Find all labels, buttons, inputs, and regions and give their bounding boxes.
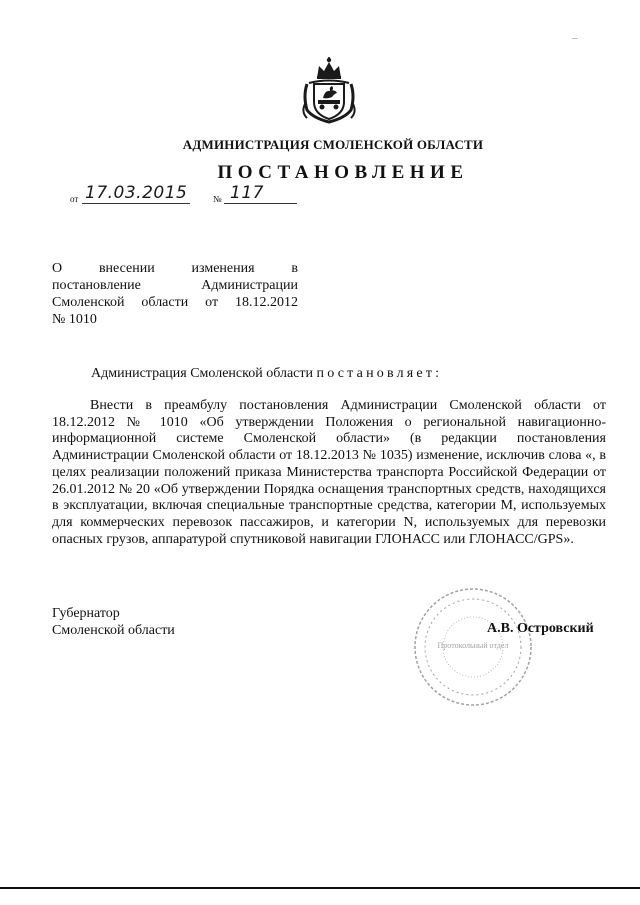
resolution-verb: постановляет: xyxy=(316,366,443,381)
document-subject xyxy=(52,260,298,328)
handwritten-number: 117 xyxy=(230,183,264,203)
number-underline xyxy=(224,203,297,204)
resolution-line xyxy=(91,365,442,382)
subject-line: О внесении изменения в xyxy=(52,261,298,276)
number-label: № xyxy=(213,194,222,204)
stamp-text: Протокольный отдел xyxy=(437,641,509,650)
body-paragraph: Внести в преамбулу постановления Администрации Смоленской области от 18.12.2012 № 1010 «Об утверждении Положения о региональной навигационно-информационной системе Смоленской области» (в редакции постановления Администрации Смоленской области от 18.12.2013 № 1035) изменение, исключив слова «, в целях реализации положений приказа Министерства транспорта Российской Федерации от 26.01.2012 № 20 «Об утверждении Порядка оснащения транспортных средств, находящихся в эксплуатации, включая специальные транспортные средства, категории M, используемых для коммерческих перевозок пассажиров, и категории N, используемых для перевозки опасных грузов, аппаратурой спутниковой навигации ГЛОНАСС или ГЛОНАСС/GPS». xyxy=(52,398,606,547)
organization-title: АДМИНИСТРАЦИЯ СМОЛЕНСКОЙ ОБЛАСТИ xyxy=(182,137,484,152)
signatory-title xyxy=(52,605,175,639)
signatory-title-line: Смоленской области xyxy=(52,623,175,638)
page-bottom-rule xyxy=(0,887,640,889)
date-from-label: от xyxy=(70,194,79,204)
handwritten-date: 17.03.2015 xyxy=(85,183,188,203)
coat-of-arms-icon xyxy=(299,56,359,124)
resolution-subject: Администрация Смоленской области xyxy=(91,366,314,381)
subject-line: постановление Администрации xyxy=(52,278,298,293)
subject-line: № 1010 xyxy=(52,312,97,327)
document-type-title: ПОСТАНОВЛЕНИЕ xyxy=(217,162,469,183)
signatory-title-line: Губернатор xyxy=(52,606,120,621)
date-underline xyxy=(82,203,190,204)
scan-mark xyxy=(572,38,578,39)
subject-line: Смоленской области от 18.12.2012 xyxy=(52,295,298,310)
signatory-name: А.В. Островский xyxy=(487,621,594,636)
official-stamp-icon xyxy=(412,586,534,708)
